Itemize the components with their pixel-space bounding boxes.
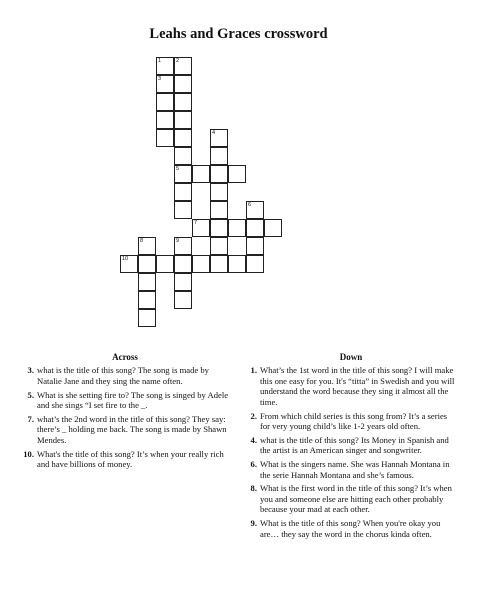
crossword-cell[interactable] (246, 219, 264, 237)
clue-number: 5. (27, 389, 34, 400)
clue-text: What is the title of this song? When you're okay you are… they say the word in the chorus kinda often. (260, 518, 441, 539)
crossword-title: Leahs and Graces crossword (149, 26, 328, 42)
cell-number: 1 (158, 58, 162, 64)
clue-number: 1. (250, 365, 257, 376)
clue-across-5 (20, 390, 230, 411)
clue-number: 7. (27, 414, 34, 425)
crossword-cell[interactable] (156, 57, 174, 75)
cell-number: 3 (158, 76, 162, 82)
crossword-cell[interactable] (210, 147, 228, 165)
clue-text: what is the title of this song? The song is made by Natalie Jane and they sing the name often. (37, 365, 209, 386)
clue-across-10 (20, 449, 230, 470)
crossword-cell[interactable] (264, 219, 282, 237)
crossword-cell[interactable] (156, 75, 174, 93)
clue-number: 9. (250, 518, 257, 529)
clue-down-2 (243, 411, 459, 432)
cell-number: 2 (176, 58, 180, 64)
crossword-cell[interactable] (210, 165, 228, 183)
crossword-cell[interactable] (228, 165, 246, 183)
crossword-cell[interactable] (210, 219, 228, 237)
clue-text: What's the title of this song? It’s when your really rich and have billions of money. (37, 448, 224, 470)
crossword-cell[interactable] (138, 255, 156, 273)
down-clues (243, 352, 459, 543)
crossword-cell[interactable] (174, 183, 192, 201)
crossword-cell[interactable] (210, 237, 228, 255)
clue-down-9 (243, 518, 459, 539)
crossword-cell[interactable] (138, 237, 156, 255)
crossword-cell[interactable] (156, 255, 174, 273)
cell-number: 10 (122, 256, 129, 262)
cell-number: 8 (140, 238, 144, 244)
clue-text: What is she setting fire to? The song is singed by Adele and she sings “I set fire to the _. (37, 389, 229, 411)
down-heading: Down (339, 352, 363, 362)
crossword-cell[interactable] (120, 255, 138, 273)
crossword-cell[interactable] (228, 255, 246, 273)
crossword-cell[interactable] (174, 93, 192, 111)
clue-down-6 (243, 459, 459, 480)
clue-across-7 (20, 414, 230, 445)
crossword-cell[interactable] (192, 219, 210, 237)
clue-text: what is the title of this song? Its Money in Spanish and the artist is an American singer and songwriter. (260, 434, 449, 456)
clue-text: What is the first word in the title of this song? It’s when you and someone else are hitting each other probably because your mad at each other. (260, 483, 452, 515)
crossword-cell[interactable] (138, 273, 156, 291)
clue-number: 6. (250, 459, 257, 470)
crossword-cell[interactable] (174, 201, 192, 219)
crossword-cell[interactable] (210, 255, 228, 273)
crossword-cell[interactable] (174, 75, 192, 93)
across-heading: Across (112, 352, 138, 362)
crossword-cell[interactable] (210, 183, 228, 201)
crossword-cell[interactable] (210, 129, 228, 147)
cell-number: 9 (176, 238, 180, 244)
clue-down-4 (243, 435, 459, 456)
clue-text: what’s the 2nd word in the title of this song? They say: there’s _ holding me back. The song is made by Shawn Mendes. (37, 414, 227, 445)
crossword-cell[interactable] (174, 57, 192, 75)
crossword-cell[interactable] (246, 237, 264, 255)
clue-down-1 (243, 365, 459, 407)
crossword-cell[interactable] (192, 255, 210, 273)
crossword-cell[interactable] (138, 309, 156, 327)
crossword-cell[interactable] (156, 111, 174, 129)
clue-text: From which child series is this song from? It’s a series for very young child’s like 1-2 years old often. (260, 410, 448, 431)
cell-number: 7 (194, 220, 198, 226)
clue-down-8 (243, 483, 459, 514)
cell-number: 4 (212, 130, 216, 136)
clue-number: 3. (27, 365, 34, 376)
crossword-cell[interactable] (192, 165, 210, 183)
crossword-cell[interactable] (246, 255, 264, 273)
crossword-cell[interactable] (174, 147, 192, 165)
clue-text: What is the singers name. She was Hannah Montana in the serie Hannah Montana and she’s famous. (260, 459, 450, 480)
crossword-cell[interactable] (156, 129, 174, 147)
clue-number: 10. (23, 448, 34, 459)
crossword-cell[interactable] (174, 165, 192, 183)
clue-text: What’s the 1st word in the title of this song? I will make this one easy for you. It's “titta” in Swedish and you will understand the word because they sing it almost all the time. (260, 365, 455, 407)
cell-number: 5 (176, 166, 180, 172)
crossword-cell[interactable] (174, 129, 192, 147)
crossword-cell[interactable] (174, 255, 192, 273)
crossword-cell[interactable] (174, 237, 192, 255)
clue-number: 2. (250, 410, 257, 421)
across-clues (20, 352, 230, 473)
clue-number: 8. (250, 483, 257, 494)
crossword-cell[interactable] (174, 111, 192, 129)
crossword-cell[interactable] (174, 273, 192, 291)
clue-across-3 (20, 365, 230, 386)
crossword-cell[interactable] (246, 201, 264, 219)
crossword-cell[interactable] (138, 291, 156, 309)
crossword-cell[interactable] (210, 201, 228, 219)
cell-number: 6 (248, 202, 252, 208)
crossword-cell[interactable] (174, 291, 192, 309)
crossword-cell[interactable] (156, 93, 174, 111)
clue-number: 4. (250, 434, 257, 445)
crossword-cell[interactable] (228, 219, 246, 237)
